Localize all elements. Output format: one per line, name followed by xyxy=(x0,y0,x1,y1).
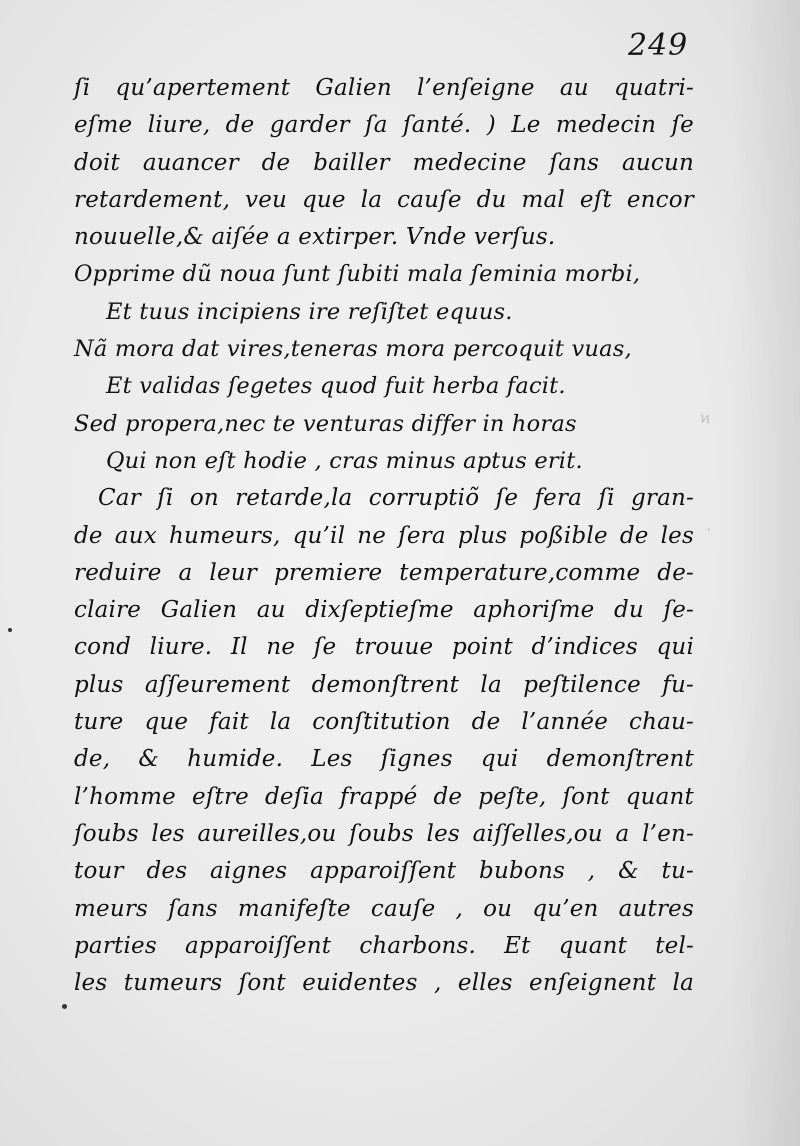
text-line: l’homme eſtre deſia frappé de peſte, ſont quant xyxy=(74,783,694,810)
text-line: ture que fait la conſtitution de l’année chau- xyxy=(74,709,694,736)
show-through-mark: ͷ xyxy=(700,408,711,427)
show-through-mark: · xyxy=(706,520,712,539)
page-edge-shadow xyxy=(730,0,800,1146)
text-line: doit auancer de bailler medecine ſans aucun xyxy=(74,149,694,176)
text-line: claire Galien au dixſeptieſme aphoriſme du ſe- xyxy=(74,597,694,624)
verse-line: Qui non eſt hodie , cras minus aptus erit. xyxy=(106,447,583,474)
ink-speck xyxy=(62,1004,67,1009)
body-text xyxy=(74,70,694,1002)
text-line: les tumeurs ſont euidentes , elles enſeignent la xyxy=(74,970,694,997)
text-line: de, & humide. Les ſignes qui demonſtrent xyxy=(74,746,694,773)
text-line: ſoubs les aureilles,ou ſoubs les aiſſelles,ou a l’en- xyxy=(74,820,694,847)
verse-line: Nã mora dat vires,teneras mora percoquit vuas, xyxy=(74,336,632,363)
text-line: reduire a leur premiere temperature,comme de- xyxy=(74,559,694,586)
verse-line: Sed propera,nec te venturas differ in horas xyxy=(74,410,577,437)
text-line: ſi qu’apertement Galien l’enſeigne au quatri- xyxy=(74,75,694,101)
verse-line: Et tuus incipiens ire reſiſtet equus. xyxy=(106,298,513,325)
ink-speck xyxy=(8,628,12,632)
text-line: eſme liure, de garder ſa ſanté. ) Le medecin ſe xyxy=(74,112,694,139)
text-line: tour des aignes apparoiſſent bubons , & tu- xyxy=(74,858,694,885)
text-line: retardement, veu que la cauſe du mal eſt encor xyxy=(74,186,694,213)
text-line: de aux humeurs, qu’il ne ſera plus poßible de les xyxy=(74,522,694,549)
verse-line: Opprime dũ noua ſunt ſubiti mala ſeminia morbi, xyxy=(74,261,641,288)
text-line: cond liure. Il ne ſe trouue point d’indices qui xyxy=(74,634,694,661)
text-line: nouuelle,& aiſée a extirper. Vnde verſus. xyxy=(74,224,556,251)
text-line: meurs ſans manifeſte cauſe , ou qu’en autres xyxy=(74,895,694,922)
text-line: Car ſi on retarde,la corruptiõ ſe fera ſi gran- xyxy=(98,485,694,512)
page-number: 249 xyxy=(628,28,689,63)
verse-line: Et validas ſegetes quod fuit herba facit. xyxy=(106,373,566,400)
text-line: parties apparoiſſent charbons. Et quant tel- xyxy=(74,932,694,959)
text-line: plus aſſeurement demonſtrent la peſtilence fu- xyxy=(74,671,694,698)
